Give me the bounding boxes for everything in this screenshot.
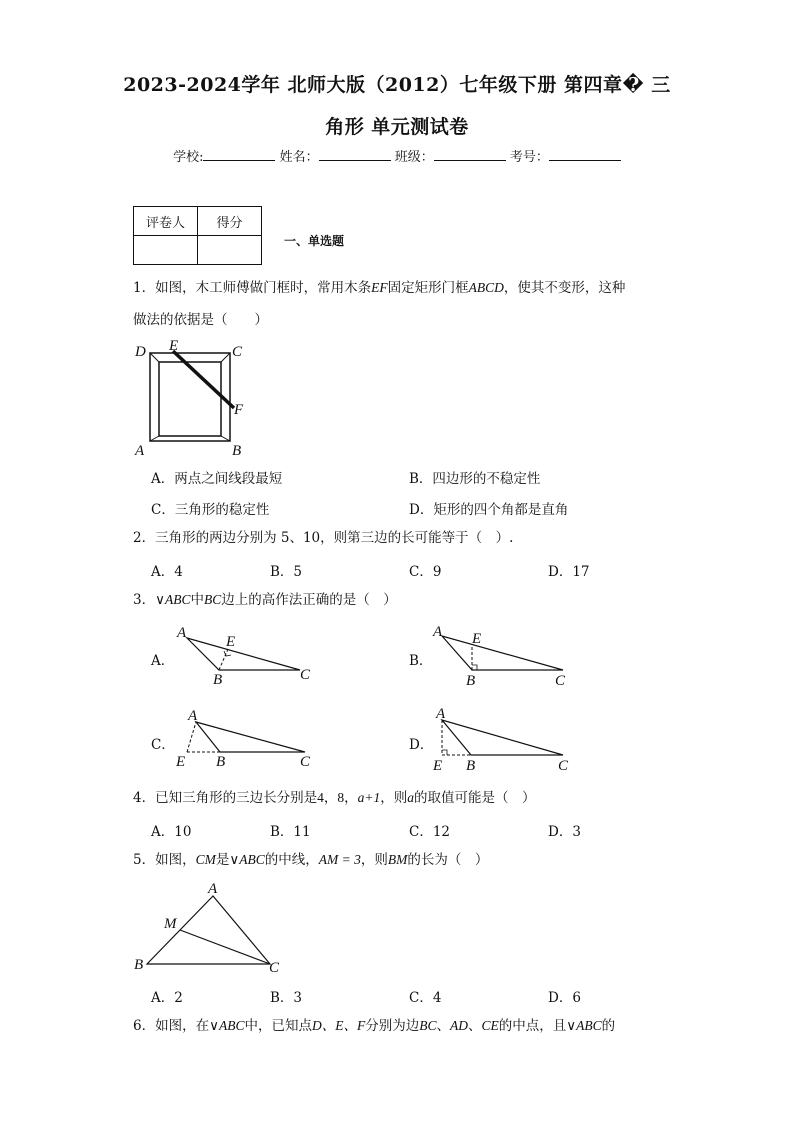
question-1-line2: 做法的依据是（ ）: [133, 312, 268, 328]
section-title: 一、单选题: [284, 234, 345, 248]
student-info-line: [0, 146, 794, 165]
q5-option-d[interactable]: D．6: [548, 990, 581, 1006]
score-cell: [198, 236, 262, 265]
q4-text-1: 4．已知三角形的三边长分别是: [133, 790, 318, 806]
q5-cm: CM: [195, 852, 216, 867]
q1-option-d[interactable]: D．矩形的四个角都是直角: [409, 502, 569, 518]
grader-cell: [134, 236, 198, 265]
fig-c-label-c: C: [300, 754, 311, 770]
q1-text-1: 1．如图，木工师傅做门框时，常用木条: [133, 280, 372, 296]
name-label: 姓名：: [279, 150, 319, 165]
q2-option-d[interactable]: D．17: [548, 564, 590, 580]
q1-text-2: 固定矩形门框: [387, 280, 469, 296]
q5-am: AM = 3: [318, 852, 361, 867]
q4-option-a[interactable]: A．10: [151, 824, 192, 840]
question-1: [133, 278, 625, 298]
page-title-line2: 角形 单元测试卷: [325, 116, 469, 138]
fig-d-label-a: A: [436, 706, 446, 722]
q5-bm: BM: [387, 852, 408, 867]
q5-option-b[interactable]: B．3: [270, 990, 303, 1006]
q5-label-a: A: [208, 881, 218, 897]
q4-n1: 4: [317, 790, 324, 805]
school-blank: [203, 148, 275, 161]
q4-text-3: 的取值可能是（ ）: [413, 790, 536, 806]
id-blank: [549, 148, 621, 161]
fig-b-label-c: C: [555, 673, 566, 689]
q4-n2: 8: [337, 790, 345, 805]
score-table: [133, 206, 262, 265]
q1-option-b[interactable]: B．四边形的不稳定性: [409, 471, 541, 487]
q3-figure-a: [170, 622, 320, 690]
fig-c-label-b: B: [216, 754, 226, 770]
q1-text-3: ，使其不变形，这种: [503, 280, 626, 296]
ef-brace: [173, 351, 234, 408]
fig-a-label-b: B: [213, 672, 223, 688]
q6-triangle-2: ∨ABC: [566, 1018, 602, 1033]
q6-sep-1: 、: [436, 1018, 450, 1034]
q1-option-a[interactable]: A．两点之间线段最短: [151, 471, 283, 487]
fig-a-label-a: A: [177, 625, 187, 641]
fig-a-label-e: E: [226, 634, 236, 650]
class-blank: [434, 148, 506, 161]
score-header: 得分: [198, 207, 262, 236]
q3-text-2: 中: [190, 592, 204, 608]
q6-bc: BC: [419, 1018, 437, 1033]
q3-figure-c: [170, 704, 320, 772]
q5-label-m: M: [164, 916, 177, 932]
q1-option-c[interactable]: C．三角形的稳定性: [151, 502, 270, 518]
q3-option-d[interactable]: D．: [409, 737, 434, 753]
q6-text-5: 的: [601, 1018, 616, 1034]
fig-b-label-a: A: [433, 624, 443, 640]
q3-option-b[interactable]: B．: [409, 653, 433, 669]
fig-c-label-a: A: [188, 708, 198, 724]
label-f: F: [234, 402, 244, 418]
q5-text-4: ，则: [360, 852, 388, 868]
q3-text-3: 边上的高作法正确的是（ ）: [221, 592, 397, 608]
label-b: B: [232, 443, 242, 459]
q3-bc: BC: [203, 592, 222, 607]
q3-triangle: ∨ABC: [155, 592, 191, 607]
q5-text-5: 的长为（ ）: [407, 852, 489, 868]
school-label: 学校:: [173, 150, 204, 165]
q6-ad: AD: [450, 1018, 468, 1033]
q2-option-a[interactable]: A．4: [151, 564, 183, 580]
q5-text-3: 的中线，: [264, 852, 319, 868]
question-6: [133, 1016, 615, 1036]
q1-abcd: ABCD: [468, 280, 504, 295]
q3-option-a[interactable]: A．: [151, 653, 175, 669]
inner-frame: [159, 362, 221, 436]
label-c: C: [232, 344, 243, 360]
q6-text-1: 6．如图，在: [133, 1018, 210, 1034]
q6-triangle: ∨ABC: [209, 1018, 245, 1033]
q5-option-a[interactable]: A．2: [151, 990, 183, 1006]
label-a: A: [135, 443, 145, 459]
fig-d-label-e: E: [433, 758, 443, 772]
grader-header: 评卷人: [134, 207, 198, 236]
q6-text-4: 的中点，且: [498, 1018, 567, 1034]
q3-figure-b: [428, 622, 578, 690]
name-blank: [319, 148, 391, 161]
q4-a: a: [407, 790, 414, 805]
q3-text-1: 3．: [133, 592, 156, 608]
fig-d-label-b: B: [466, 758, 476, 772]
q5-text-2: 是: [215, 852, 230, 868]
q3-option-c[interactable]: C．: [151, 737, 175, 753]
q6-ce: CE: [481, 1018, 499, 1033]
q5-label-b: B: [134, 957, 144, 973]
q1-ef: EF: [371, 280, 388, 295]
question-2: 2．三角形的两边分别为 5、10，则第三边的长可能等于（ ）.: [133, 530, 514, 546]
q5-option-c[interactable]: C．4: [409, 990, 442, 1006]
q5-triangle-figure: [128, 878, 288, 976]
q1-door-frame-figure: [128, 338, 258, 460]
label-e: E: [169, 338, 179, 354]
q4-option-d[interactable]: D．3: [548, 824, 581, 840]
label-d: D: [135, 344, 146, 360]
q6-text-2: 中，已知点: [244, 1018, 312, 1034]
q4-expr: a+1: [357, 790, 381, 805]
q5-label-c: C: [269, 960, 280, 976]
q2-option-b[interactable]: B．5: [270, 564, 303, 580]
q6-text-3: 分别为边: [365, 1018, 420, 1034]
q3-figure-d: [428, 704, 578, 772]
q6-sep-2: 、: [468, 1018, 482, 1034]
fig-d-label-c: C: [558, 758, 569, 772]
question-4: 4．已知三角形的三边长分别是4，8，a+1，则a的取值可能是（ ）: [133, 790, 536, 806]
q5-text-1: 5．如图，: [133, 852, 196, 868]
fig-b-label-b: B: [466, 673, 476, 689]
q4-option-b[interactable]: B．11: [270, 824, 311, 840]
q4-text-2: ，则: [380, 790, 408, 806]
fig-a-label-c: C: [300, 667, 311, 683]
q4-option-c[interactable]: C．12: [409, 824, 451, 840]
page-title-line1: 2023-2024学年 北师大版（2012）七年级下册 第四章� 三: [123, 74, 671, 96]
q5-triangle: ∨ABC: [229, 852, 265, 867]
question-5: [133, 850, 488, 870]
q2-option-c[interactable]: C．9: [409, 564, 442, 580]
fig-c-label-e: E: [176, 754, 186, 770]
fig-b-label-e: E: [472, 631, 482, 647]
class-label: 班级：: [394, 150, 434, 165]
id-label: 考号：: [509, 150, 549, 165]
q6-def: D、E、F: [311, 1018, 366, 1033]
question-3: [133, 590, 397, 610]
